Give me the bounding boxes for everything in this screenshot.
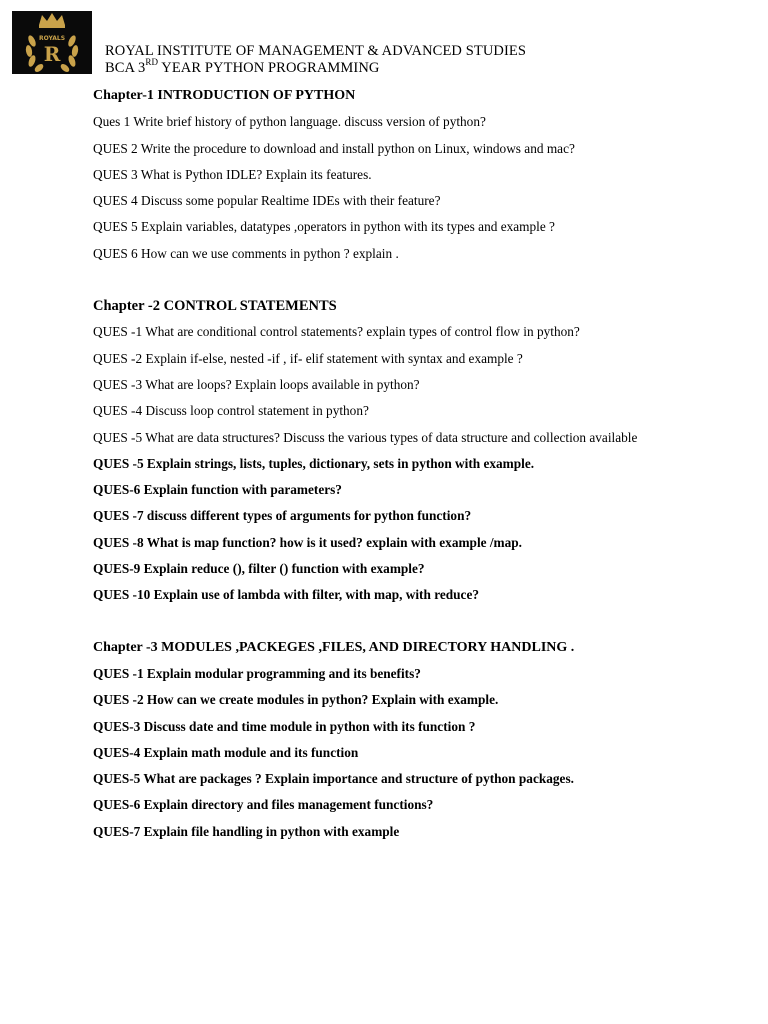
question-item: QUES-3 Discuss date and time module in python with its function ? — [93, 718, 476, 734]
question-item: QUES -7 discuss different types of arguments for python function? — [93, 508, 472, 524]
question-item: QUES -2 How can we create modules in python? Explain with example. — [93, 692, 499, 708]
question-item: QUES 5 Explain variables, datatypes ,operators in python with its types and example ? — [93, 219, 555, 235]
svg-text:ROYALS: ROYALS — [38, 35, 66, 42]
document-header — [105, 43, 526, 77]
question-item: QUES-7 Explain file handling in python with example — [93, 823, 400, 839]
question-item: QUES -1 What are conditional control statements? explain types of control flow in python? — [93, 324, 580, 340]
course-title: BCA 3RD YEAR PYTHON PROGRAMMING — [105, 57, 380, 76]
crown-laurel-logo-icon — [12, 11, 92, 74]
question-item: QUES -3 What are loops? Explain loops available in python? — [93, 376, 420, 392]
question-item: QUES-4 Explain math module and its function — [93, 744, 359, 760]
question-item: QUES -5 What are data structures? Discuss the various types of data structure and collection available — [93, 429, 638, 445]
question-item: QUES -2 Explain if-else, nested -if , if- elif statement with syntax and example ? — [93, 350, 523, 366]
question-item: QUES -10 Explain use of lambda with filter, with map, with reduce? — [93, 587, 480, 603]
chapter-title: Chapter-1 INTRODUCTION OF PYTHON — [93, 88, 356, 103]
svg-text:R: R — [43, 42, 61, 66]
institute-name: ROYAL INSTITUTE OF MANAGEMENT & ADVANCED STUDIES — [105, 43, 527, 59]
chapter-gap — [93, 271, 753, 297]
chapter-gap — [93, 613, 753, 639]
question-item: QUES -4 Discuss loop control statement in python? — [93, 403, 369, 419]
question-item: QUES 4 Discuss some popular Realtime IDEs with their feature? — [93, 193, 441, 209]
question-item: Ques 1 Write brief history of python language. discuss version of python? — [93, 114, 486, 130]
question-list — [93, 87, 753, 849]
question-item: QUES-6 Explain directory and files management functions? — [93, 797, 434, 813]
question-item: QUES-9 Explain reduce (), filter () function with example? — [93, 561, 425, 577]
question-item: QUES-5 What are packages ? Explain importance and structure of python packages. — [93, 771, 574, 787]
chapter-title: Chapter -2 CONTROL STATEMENTS — [93, 298, 337, 315]
institute-logo — [12, 11, 92, 74]
question-item: QUES 6 How can we use comments in python ? explain . — [93, 245, 399, 261]
question-item: QUES -5 Explain strings, lists, tuples, dictionary, sets in python with example. — [93, 455, 535, 471]
chapter-title: Chapter -3 MODULES ,PACKEGES ,FILES, AND DIRECTORY HANDLING . — [93, 639, 575, 655]
question-item: QUES 2 Write the procedure to download and install python on Linux, windows and mac? — [93, 140, 575, 156]
question-item: QUES-6 Explain function with parameters? — [93, 482, 342, 498]
question-item: QUES -8 What is map function? how is it used? explain with example /map. — [93, 534, 523, 550]
question-item: QUES -1 Explain modular programming and its benefits? — [93, 665, 421, 681]
question-item: QUES 3 What is Python IDLE? Explain its features. — [93, 166, 372, 182]
